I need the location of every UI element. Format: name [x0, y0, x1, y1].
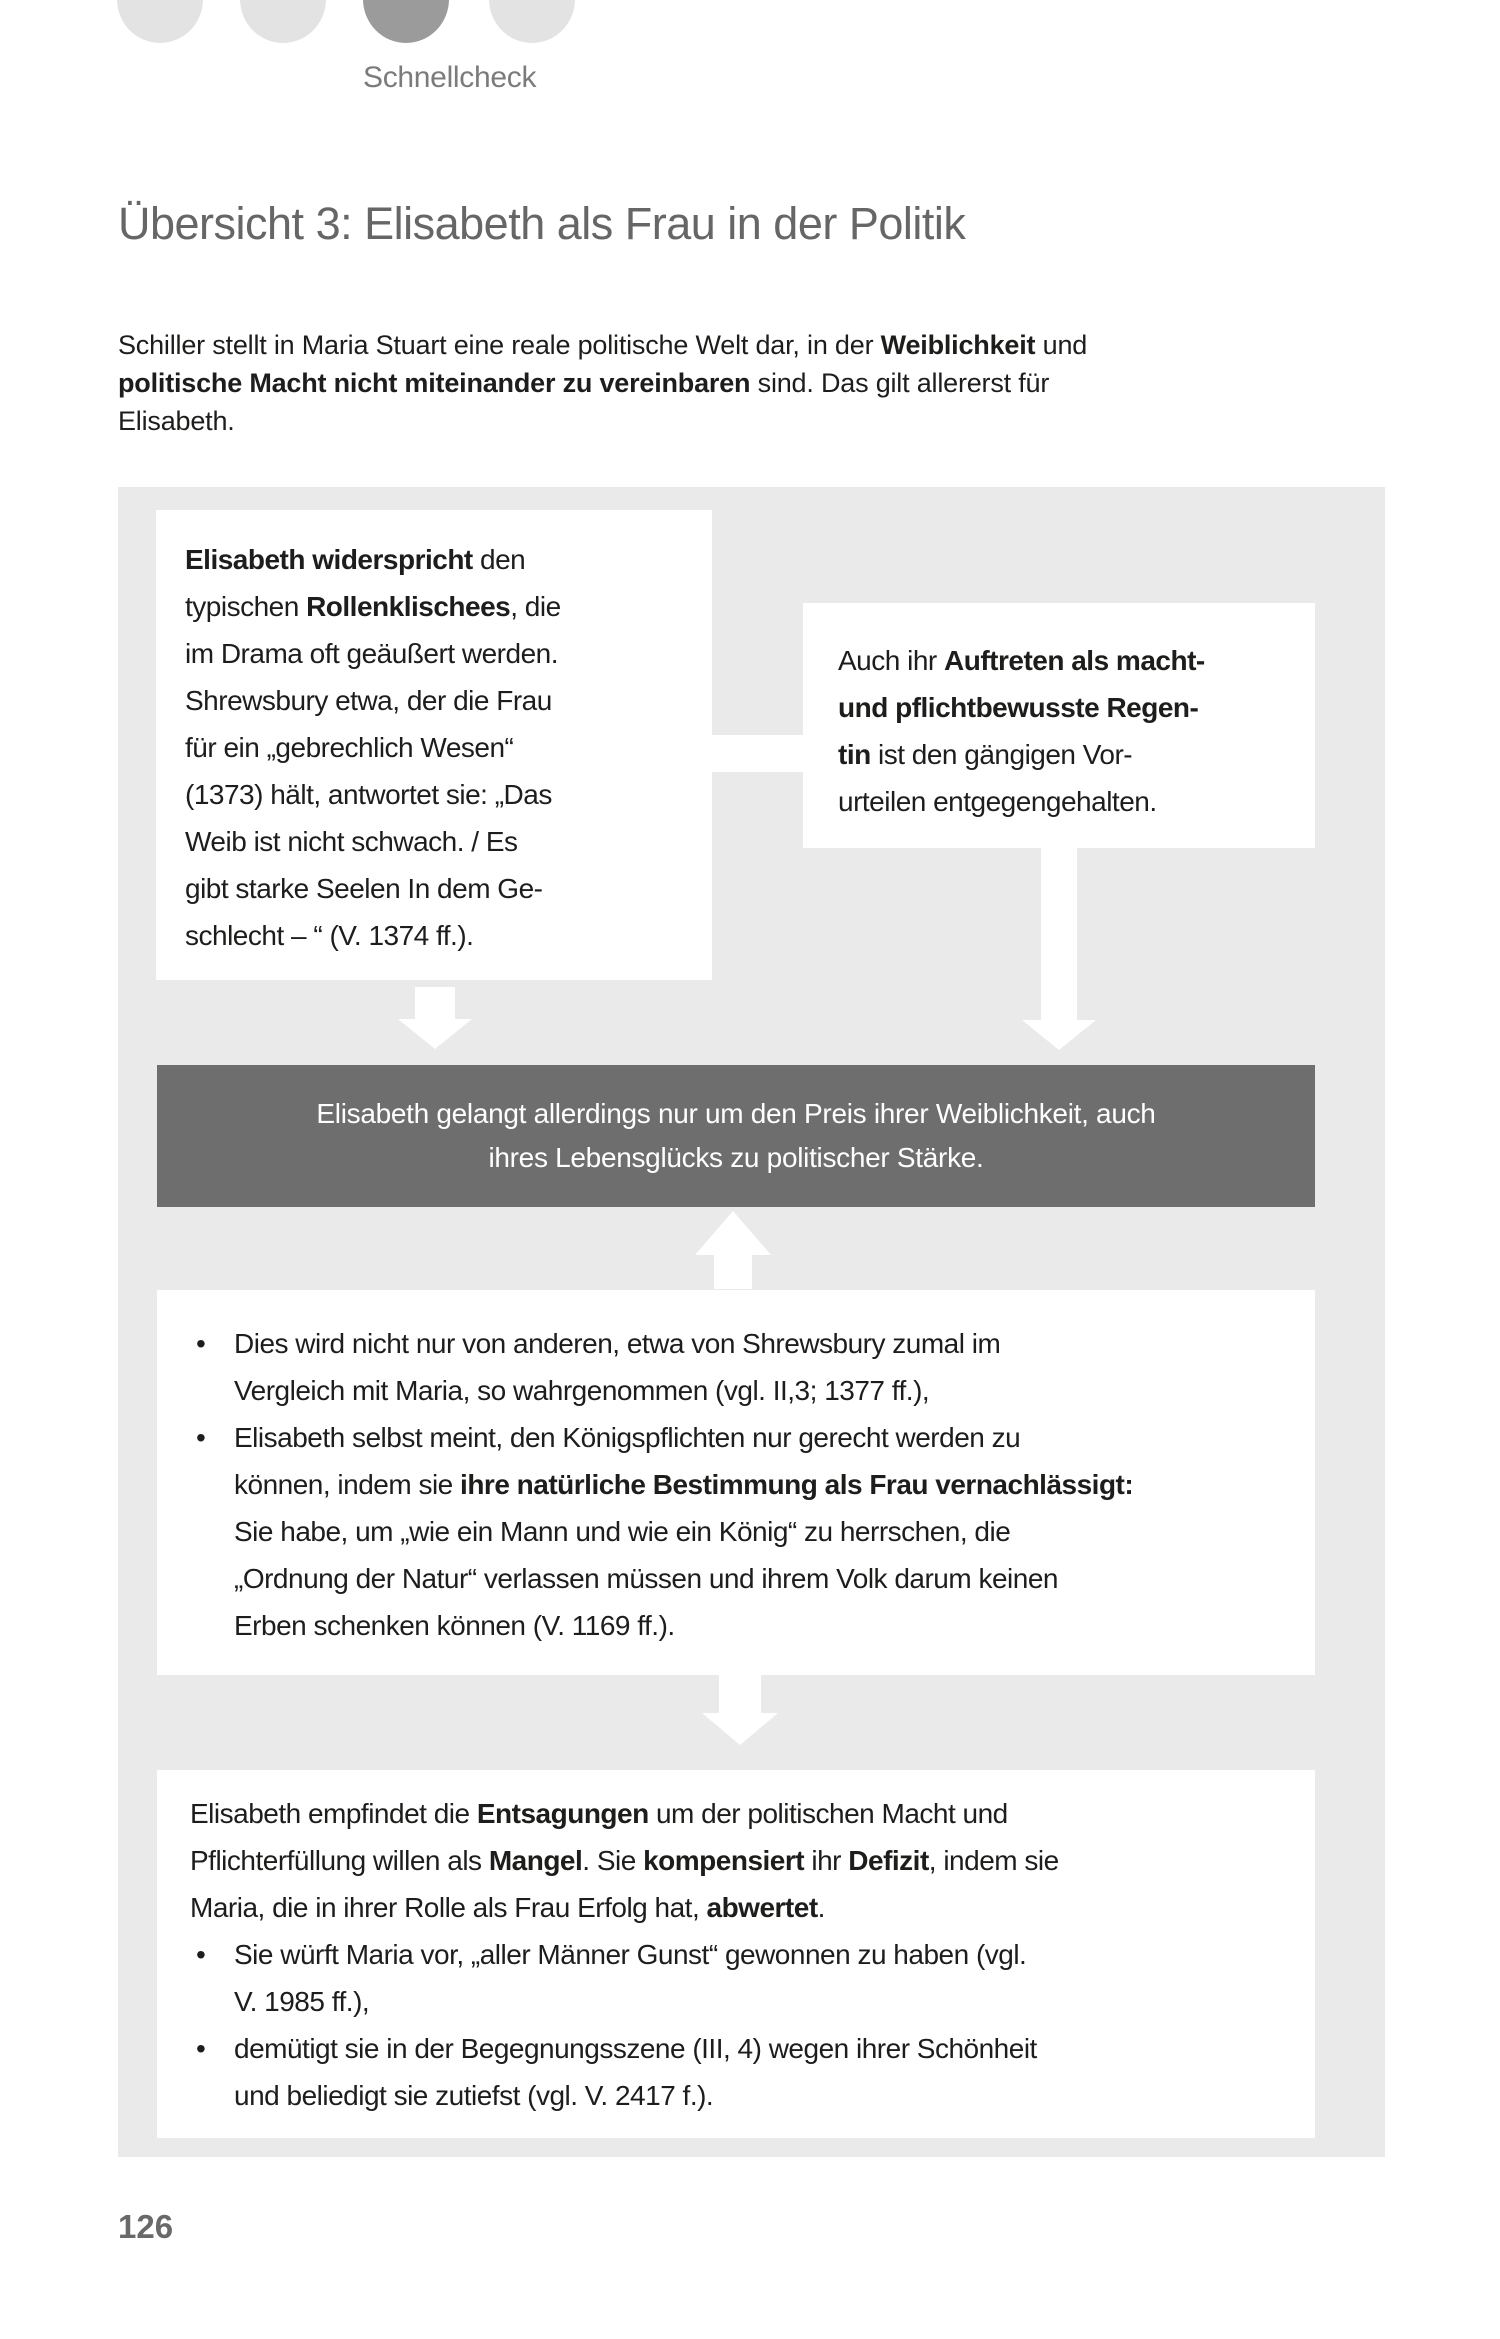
claim-box-regentin	[803, 603, 1315, 848]
progress-dot-icon	[240, 0, 326, 43]
consequence-text: Elisabeth empfindet die Entsagungen um der politischen Macht und Pflichterfüllung willen als Mangel. Sie kompensiert ihr Defizit, indem sie Maria, die in ihrer Rolle als Frau Erfolg hat, abwertet.	[190, 1798, 1059, 1923]
bullet-icon: •	[196, 1328, 206, 1359]
claim-text: Auch ihr Auftreten als macht- und pflichtbewusste Regen- tin ist den gängigen Vor- urteilen entgegengehalten.	[838, 645, 1205, 817]
page-number: 126	[118, 2208, 174, 2245]
page-title: Übersicht 3: Elisabeth als Frau in der Politik	[118, 198, 966, 249]
list-item	[190, 2025, 1295, 2119]
progress-dot-icon	[117, 0, 203, 43]
progress-dot-icon	[363, 0, 449, 43]
arrow-down-left-icon	[398, 987, 472, 1049]
list-item	[190, 1931, 1295, 2025]
consequence-box-compensation	[157, 1770, 1315, 2138]
central-thesis-text: Elisabeth gelangt allerdings nur um den Preis ihrer Weiblichkeit, auch ihres Lebensglücks zu politischer Stärke.	[316, 1098, 1156, 1173]
list-item	[190, 1320, 1295, 1414]
connector-bar	[711, 735, 804, 772]
arrow-up-icon	[695, 1211, 771, 1289]
diagram-panel	[118, 487, 1385, 2157]
arrow-down-center-icon	[702, 1675, 778, 1745]
progress-dot-icon	[489, 0, 575, 43]
central-thesis-box	[157, 1065, 1315, 1207]
section-label: Schnellcheck	[363, 61, 537, 94]
bullet-icon: •	[196, 2033, 206, 2064]
claim-box-rollenklischees	[156, 510, 712, 980]
bullet-list	[190, 1931, 1295, 2119]
arrow-down-right-icon	[1022, 848, 1096, 1050]
bullet-icon: •	[196, 1939, 206, 1970]
evidence-box-perception	[157, 1290, 1315, 1675]
list-item-text: Elisabeth selbst meint, den Königspflichten nur gerecht werden zu können, indem sie ihre natürliche Bestimmung als Frau vernachlässigt: Sie habe, um „wie ein Mann und wie ein König“ zu herrschen, die „Ordnung der Natur“ verlassen müssen und ihrem Volk darum keinen Erben schenken können (V. 1169 ff.).	[234, 1422, 1134, 1641]
claim-text: Elisabeth widerspricht den typischen Rollenklischees, die im Drama oft geäußert werden. Shrewsbury etwa, der die Frau für ein „gebrechlich Wesen“ (1373) hält, antwortet sie: „Das Weib ist nicht schwach. / Es gibt starke Seelen In dem Ge- schlecht – “ (V. 1374 ff.).	[185, 544, 561, 951]
bullet-list	[190, 1320, 1295, 1649]
list-item-text: Sie würft Maria vor, „aller Männer Gunst“ gewonnen zu haben (vgl. V. 1985 ff.),	[234, 1939, 1027, 2017]
list-item	[190, 1414, 1295, 1649]
intro-paragraph: Schiller stellt in Maria Stuart eine reale politische Welt dar, in der Weiblichkeit und politische Macht nicht miteinander zu vereinbaren sind. Das gilt allererst für Elisabeth.	[118, 330, 1088, 436]
list-item-text: demütigt sie in der Begegnungsszene (III, 4) wegen ihrer Schönheit und beliedigt sie zutiefst (vgl. V. 2417 f.).	[234, 2033, 1037, 2111]
list-item-text: Dies wird nicht nur von anderen, etwa von Shrewsbury zumal im Vergleich mit Maria, so wahrgenommen (vgl. II,3; 1377 ff.),	[234, 1328, 1001, 1406]
bullet-icon: •	[196, 1422, 206, 1453]
